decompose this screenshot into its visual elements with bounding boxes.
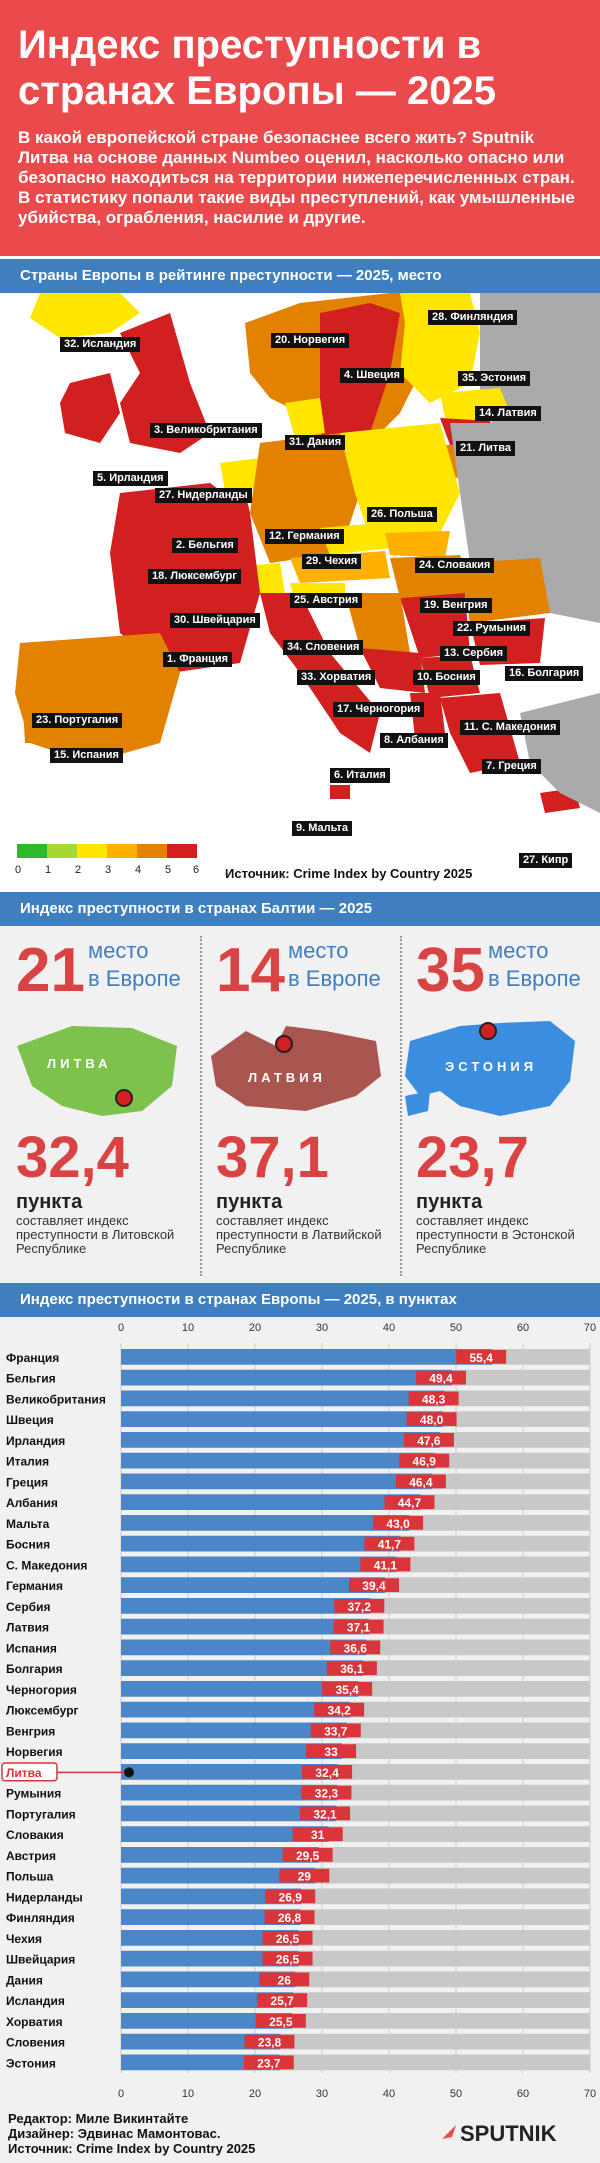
points-description: составляет индекс преступности в Эстонской Республике — [416, 1213, 575, 1256]
category-label: Австрия — [6, 1848, 57, 1863]
value-label: 23,7 — [257, 2056, 281, 2071]
bar — [121, 1411, 443, 1427]
bar-remainder — [443, 1411, 590, 1427]
rank-number: 21 — [16, 936, 85, 1005]
category-label: Албания — [6, 1496, 58, 1510]
bar-remainder — [299, 1930, 590, 1946]
bar-remainder — [347, 1723, 590, 1739]
x-tick-label: 10 — [181, 1322, 195, 1334]
bar-remainder — [280, 2034, 590, 2050]
value-label: 25,7 — [270, 1994, 294, 2008]
credit-editor: Редактор: Миле Викинтайте — [8, 2111, 189, 2126]
value-label: 23,8 — [257, 2035, 282, 2050]
country-name: ЭСТОНИЯ — [445, 1059, 538, 1074]
category-label: Швейцария — [6, 1952, 76, 1967]
scale-swatch — [107, 844, 137, 858]
map-label: 8. Албания — [380, 733, 448, 748]
map-label: 3. Великобритания — [150, 423, 262, 438]
x-tick-label: 70 — [583, 1322, 597, 1334]
scale-tick: 0 — [15, 864, 22, 876]
x-tick-label: 20 — [248, 2088, 262, 2100]
category-label: Португалия — [6, 1807, 76, 1822]
map-label: 27. Кипр — [519, 853, 572, 868]
map-label: 21. Литва — [456, 441, 515, 456]
rank-word: место — [488, 938, 549, 963]
map-label: 16. Болгария — [505, 666, 583, 681]
scale-swatch — [137, 844, 167, 858]
credits — [8, 2111, 255, 2156]
category-label: Италия — [6, 1454, 50, 1469]
x-tick-label: 40 — [382, 2088, 396, 2100]
map-label: 34. Словения — [283, 640, 363, 655]
value-label: 25,5 — [269, 2014, 293, 2029]
x-tick-label: 20 — [248, 1322, 262, 1334]
bar-remainder — [370, 1619, 590, 1635]
lead-text: В какой европейской стране безопаснее всего жить? Sputnik Литва на основе данных Numbeo оценил, насколько опасно или безопасно находиться на территории нижеперечисленных стран. В статистику попали такие виды преступлений, как умышленные убийства, ограбления, насилие и другие. — [18, 128, 575, 227]
bar-remainder — [385, 1577, 590, 1593]
category-label: Чехия — [6, 1931, 42, 1946]
map-label: 22. Румыния — [453, 621, 530, 636]
value-label: 36,6 — [343, 1641, 367, 1656]
value-label: 33 — [324, 1745, 338, 1759]
category-label: Венгрия — [6, 1724, 56, 1739]
value-label: 48,0 — [419, 1413, 444, 1427]
country-name: ЛАТВИЯ — [248, 1070, 326, 1085]
value-label: 41,7 — [377, 1537, 402, 1552]
latvia-map — [206, 1016, 386, 1121]
lithuania-map — [12, 1016, 182, 1121]
x-tick-label: 0 — [117, 1322, 125, 1334]
bar — [121, 1494, 420, 1510]
bar — [121, 1453, 435, 1469]
points-word: пункта — [16, 1191, 83, 1213]
category-label: Босния — [6, 1537, 51, 1552]
rank-number: 35 — [416, 936, 485, 1005]
x-tick-label: 30 — [315, 1322, 329, 1334]
bar-remainder — [301, 1889, 590, 1905]
bar — [121, 1557, 396, 1573]
bar-remainder — [440, 1432, 590, 1448]
value-label: 36,1 — [340, 1662, 364, 1676]
rank-word: место — [88, 938, 149, 963]
map-label: 32. Исландия — [60, 337, 140, 352]
x-tick-label: 10 — [181, 2088, 195, 2100]
x-tick-label: 50 — [449, 2088, 463, 2100]
bar-remainder — [435, 1453, 590, 1469]
rank-word: место — [288, 938, 349, 963]
category-label: Эстония — [6, 2056, 56, 2071]
map-label: 7. Греция — [482, 759, 541, 774]
bar-remainder — [350, 1702, 590, 1718]
scale-swatch — [47, 844, 77, 858]
map-label: 31. Дания — [285, 435, 345, 450]
bar-remainder — [409, 1515, 590, 1531]
map-label: 5. Ирландия — [93, 471, 168, 486]
category-label: Хорватия — [6, 2014, 63, 2029]
value-label: 44,7 — [397, 1496, 422, 1510]
value-label: 26,5 — [275, 1931, 300, 1946]
category-label: Польша — [6, 1869, 54, 1884]
category-label: Германия — [6, 1579, 64, 1593]
map-label: 15. Испания — [50, 748, 123, 763]
x-tick-label: 0 — [117, 2088, 125, 2100]
value-label: 37,2 — [347, 1599, 371, 1614]
bar-remainder — [299, 1951, 590, 1967]
bar — [121, 1349, 492, 1365]
bar-chart-svg — [0, 1317, 600, 2107]
bar-remainder — [295, 1972, 590, 1988]
scale-swatch — [167, 844, 197, 858]
map-label: 1. Франция — [163, 652, 232, 667]
map-label: 10. Босния — [413, 670, 480, 685]
bar-remainder — [338, 1764, 590, 1780]
category-label: Люксембург — [6, 1703, 79, 1718]
points-value: 37,1 — [216, 1125, 329, 1190]
bar — [121, 1536, 400, 1552]
bar-remainder — [396, 1557, 590, 1573]
bar-remainder — [400, 1536, 590, 1552]
category-label: Норвегия — [6, 1745, 63, 1759]
rank-place: в Европе — [288, 966, 381, 991]
credit-designer: Дизайнер: Эдвинас Мамонтовас. — [8, 2126, 221, 2141]
baltic-column-latvia — [200, 926, 400, 1283]
category-label: Мальта — [6, 1516, 50, 1531]
value-label: 37,1 — [346, 1620, 371, 1635]
map-section-title: Страны Европы в рейтинге преступности — 2025, место — [0, 259, 600, 293]
value-label: 32,1 — [313, 1807, 337, 1822]
map-label: 17. Черногория — [333, 702, 424, 717]
value-label: 46,9 — [412, 1454, 436, 1469]
category-label: Латвия — [6, 1620, 50, 1635]
estonia-map — [400, 1011, 585, 1126]
value-label: 34,2 — [327, 1703, 351, 1718]
bar — [121, 1619, 370, 1635]
value-label: 26,9 — [278, 1890, 302, 1905]
category-label: Исландия — [6, 1994, 65, 2008]
value-label: 55,4 — [469, 1350, 493, 1365]
bar-remainder — [329, 1826, 590, 1842]
value-label: 35,4 — [335, 1682, 359, 1697]
x-tick-label: 70 — [583, 2088, 597, 2100]
scale-tick: 4 — [135, 864, 142, 876]
bar-remainder — [292, 2013, 590, 2029]
bar-remainder — [337, 1785, 590, 1801]
value-label: 47,6 — [417, 1433, 441, 1448]
category-label: Греция — [6, 1475, 49, 1490]
sputnik-logo: SPUTNIK — [460, 2121, 557, 2146]
category-label: Испания — [6, 1641, 57, 1656]
bar — [121, 1660, 363, 1676]
scale-tick: 2 — [75, 864, 82, 876]
map-source: Источник: Crime Index by Country 2025 — [225, 866, 473, 881]
highlight-dot — [124, 1767, 134, 1777]
category-label: Дания — [6, 1973, 43, 1988]
bar-remainder — [293, 1992, 590, 2008]
map-label: 4. Швеция — [340, 368, 404, 383]
map-label: 26. Польша — [367, 507, 437, 522]
value-label: 29,5 — [295, 1848, 320, 1863]
category-label: Великобритания — [6, 1392, 106, 1407]
rank-number: 14 — [216, 936, 285, 1005]
value-label: 29 — [297, 1869, 311, 1884]
bar — [121, 1515, 409, 1531]
category-label: Сербия — [6, 1599, 51, 1614]
rank-place: в Европе — [488, 966, 581, 991]
map-label: 20. Норвегия — [271, 333, 349, 348]
map-label: 23. Португалия — [32, 713, 122, 728]
scale-tick: 3 — [105, 864, 112, 876]
bar — [121, 1640, 366, 1656]
scale-swatch — [17, 844, 47, 858]
category-label: Словения — [6, 2035, 65, 2050]
scale-swatch — [77, 844, 107, 858]
map-label: 6. Италия — [330, 768, 390, 783]
bar — [121, 1391, 445, 1407]
category-label: С. Македония — [6, 1558, 88, 1573]
bar-remainder — [370, 1598, 590, 1614]
map-label: 27. Нидерланды — [155, 488, 252, 503]
bar — [121, 1370, 452, 1386]
category-label: Черногория — [6, 1682, 77, 1697]
map-label: 25. Австрия — [290, 593, 362, 608]
rank-place: в Европе — [88, 966, 181, 991]
points-value: 23,7 — [416, 1125, 529, 1190]
map-label: 30. Швейцария — [170, 613, 260, 628]
baltic-column-lithuania — [0, 926, 200, 1283]
category-label: Литва — [6, 1765, 42, 1780]
x-tick-label: 50 — [449, 1322, 463, 1334]
value-label: 26 — [277, 1973, 291, 1988]
scale-tick: 6 — [193, 864, 200, 876]
bar — [121, 1474, 432, 1490]
europe-map — [0, 293, 600, 890]
category-label: Нидерланды — [6, 1890, 83, 1905]
page-title: Индекс преступности в странах Европы — 2025 — [18, 23, 496, 113]
category-label: Болгария — [6, 1662, 63, 1676]
bar-remainder — [342, 1743, 590, 1759]
scale-tick: 5 — [165, 864, 172, 876]
map-label: 35. Эстония — [458, 371, 530, 386]
map-label: 2. Бельгия — [172, 538, 238, 553]
map-label: 19. Венгрия — [420, 598, 492, 613]
map-label: 11. С. Македония — [460, 720, 560, 735]
map-label: 9. Мальта — [292, 821, 352, 836]
bar-remainder — [315, 1868, 590, 1884]
baltic-section — [0, 926, 600, 1283]
country-name: ЛИТВА — [47, 1056, 112, 1071]
map-label: 33. Хорватия — [297, 670, 375, 685]
bar-remainder — [301, 1909, 590, 1925]
value-label: 46,4 — [409, 1475, 433, 1490]
bar-remainder — [319, 1847, 590, 1863]
category-label: Финляндия — [6, 1911, 75, 1925]
value-label: 31 — [311, 1828, 325, 1842]
bar-remainder — [432, 1474, 590, 1490]
bar — [121, 1432, 440, 1448]
map-label: 24. Словакия — [415, 558, 494, 573]
value-label: 48,3 — [421, 1392, 446, 1407]
x-tick-label: 60 — [516, 1322, 530, 1334]
bar-chart — [0, 1317, 600, 2107]
bar — [121, 1598, 370, 1614]
bar-remainder — [366, 1640, 590, 1656]
baltic-column-estonia — [400, 926, 600, 1283]
value-label: 33,7 — [324, 1724, 348, 1739]
value-label: 49,4 — [429, 1371, 453, 1386]
x-tick-label: 40 — [382, 1322, 396, 1334]
value-label: 26,8 — [277, 1911, 302, 1925]
credit-source: Источник: Crime Index by Country 2025 — [8, 2141, 256, 2156]
category-label: Франция — [6, 1350, 60, 1365]
value-label: 43,0 — [386, 1516, 410, 1531]
sputnik-logo-icon — [440, 2123, 458, 2141]
map-label: 18. Люксембург — [148, 569, 241, 584]
bar-remainder — [280, 2055, 590, 2071]
points-word: пункта — [216, 1191, 283, 1213]
bar-remainder — [358, 1681, 590, 1697]
points-description: составляет индекс преступности в Латвийской Республике — [216, 1213, 382, 1256]
category-label: Бельгия — [6, 1371, 56, 1386]
category-label: Румыния — [6, 1786, 62, 1801]
value-label: 32,4 — [315, 1765, 339, 1780]
points-value: 32,4 — [16, 1125, 129, 1190]
bar-remainder — [452, 1370, 590, 1386]
x-tick-label: 60 — [516, 2088, 530, 2100]
value-label: 39,4 — [362, 1579, 386, 1593]
bar-remainder — [420, 1494, 590, 1510]
bar-remainder — [336, 1806, 590, 1822]
category-label: Ирландия — [6, 1433, 66, 1448]
points-description: составляет индекс преступности в Литовской Республике — [16, 1213, 175, 1256]
footer — [0, 2107, 600, 2163]
map-label: 12. Германия — [265, 529, 344, 544]
map-label: 29. Чехия — [302, 554, 361, 569]
category-label: Швеция — [6, 1413, 54, 1427]
bar-remainder — [492, 1349, 590, 1365]
map-label: 14. Латвия — [475, 406, 541, 421]
scale-tick: 1 — [45, 864, 52, 876]
value-label: 32,3 — [314, 1786, 339, 1801]
x-tick-label: 30 — [315, 2088, 329, 2100]
map-label: 13. Сербия — [440, 646, 507, 661]
category-label: Словакия — [6, 1828, 64, 1842]
bars-section-title: Индекс преступности в странах Европы — 2025, в пунктах — [0, 1283, 600, 1317]
header — [0, 0, 600, 256]
value-label: 41,1 — [373, 1558, 398, 1573]
points-word: пункта — [416, 1191, 483, 1213]
bar — [121, 1577, 385, 1593]
map-label: 28. Финляндия — [428, 310, 517, 325]
bar-remainder — [445, 1391, 590, 1407]
baltic-section-title: Индекс преступности в странах Балтии — 2025 — [0, 892, 600, 926]
value-label: 26,5 — [275, 1952, 300, 1967]
bar-remainder — [363, 1660, 590, 1676]
